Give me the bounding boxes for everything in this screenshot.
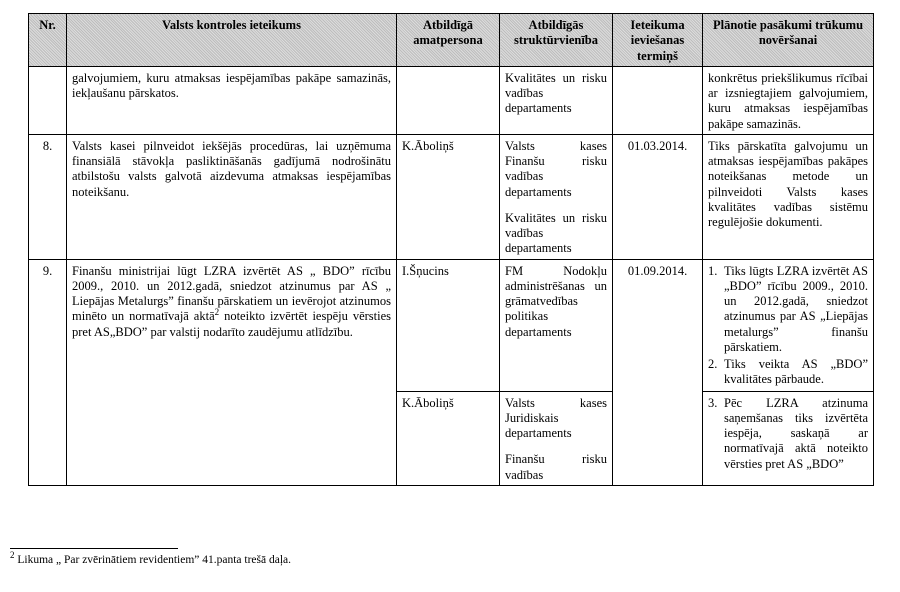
table-body <box>29 66 874 485</box>
list-item <box>708 264 868 356</box>
cell-responsible-unit <box>500 134 613 259</box>
column-header-recommendation: Valsts kontroles ieteikums <box>67 14 397 67</box>
cell-deadline <box>613 66 703 134</box>
cell-deadline: 01.09.2014. <box>613 259 703 485</box>
cell-nr <box>29 66 67 134</box>
cell-planned-actions <box>703 391 874 485</box>
table-row <box>29 259 874 391</box>
cell-planned-actions: konkrētus priekšlikumus rīcībai ar izsniegtajiem galvojumiem, kuru atmaksas iespējamības pakāpe samazinās. <box>703 66 874 134</box>
cell-recommendation: galvojumiem, kuru atmaksas iespējamības pakāpe samazinās, iekļaušanu pārskatos. <box>67 66 397 134</box>
cell-planned-actions: Tiks pārskatīta galvojumu un atmaksas iespējamības pakāpes noteikšanas metode un pilnveidoti Valsts kases kvalitātes vadības sistēmu regulējošie dokumenti. <box>703 134 874 259</box>
column-header-responsible-unit: Atbildīgās struktūrvienība <box>500 14 613 67</box>
column-header-planned-actions: Plānotie pasākumi trūkumu novēršanai <box>703 14 874 67</box>
cell-nr: 8. <box>29 134 67 259</box>
column-header-nr: Nr. <box>29 14 67 67</box>
cell-responsible-person: I.Šņucins <box>397 259 500 391</box>
unit-name: Valsts kases Finanšu risku vadības departaments <box>505 138 607 199</box>
cell-nr: 9. <box>29 259 67 485</box>
cell-responsible-unit: Kvalitātes un risku vadības departaments <box>500 66 613 134</box>
cell-responsible-unit: FM Nodokļu administrēšanas un grāmatvedības politikas departaments <box>500 259 613 391</box>
footnote-divider <box>10 548 178 549</box>
table-header-row <box>29 14 874 67</box>
footnote-body: Likuma „ Par zvērinātiem revidentiem” 41.panta trešā daļa. <box>14 554 292 566</box>
footnote-text <box>10 550 510 567</box>
cell-responsible-person <box>397 66 500 134</box>
table-row <box>29 66 874 134</box>
cell-deadline: 01.03.2014. <box>613 134 703 259</box>
recommendations-table <box>28 13 874 486</box>
unit-name: Kvalitātes un risku vadības departaments <box>505 210 607 256</box>
cell-planned-actions <box>703 259 874 391</box>
table-row <box>29 134 874 259</box>
unit-name: Valsts kases Juridiskais departaments <box>505 395 607 440</box>
cell-responsible-person: K.Āboliņš <box>397 134 500 259</box>
list-item <box>708 357 868 388</box>
list-item-text: Tiks lūgts LZRA izvērtēt AS „BDO” rīcību 2009., 2010. un 2012.gadā, sniedzot atzinumus par AS „Liepājas metalurgs” finanšu pārskatiem. <box>724 263 868 354</box>
recommendation-text-part1: Finanšu ministrijai lūgt LZRA izvērtēt AS „ BDO” rīcību 2009., 2010. un 2012.gadā, sniedzot atzinumus par AS „ Liepājas Metalurgs” finanšu pārskatiem un ievērojot atzinumos minēto un normatīvajā aktā <box>72 263 391 324</box>
list-item <box>708 396 868 472</box>
cell-responsible-unit <box>500 391 613 485</box>
unit-name: Finanšu risku vadības <box>505 452 607 482</box>
recommendation-text-part2: noteikto izvērtēt iespēju vērsties pret AS„BDO” par valstij nodarīto zaudējumu atlīdzību. <box>72 309 391 339</box>
list-item-marker: 2. <box>708 357 718 371</box>
cell-recommendation: Valsts kasei pilnveidot iekšējās procedūras, lai uzņēmuma finansiālā stāvokļa pasliktināšanās gadījumā nodrošinātu atbilstošu valsts galvotā aizdevuma atmaksas iespējamības noteikšanu. <box>67 134 397 259</box>
list-item-marker: 1. <box>708 263 718 278</box>
list-item-text: Pēc LZRA atzinuma saņemšanas tiks izvērtēta iespēja, saskaņā ar normatīvajā aktā noteikto vērsties pret AS „BDO” <box>724 395 868 471</box>
table-header <box>29 14 874 67</box>
cell-responsible-person: K.Āboliņš <box>397 391 500 485</box>
column-header-deadline: Ieteikuma ieviešanas termiņš <box>613 14 703 67</box>
list-item-marker: 3. <box>708 395 718 410</box>
list-item-text: Tiks veikta AS „BDO” kvalitātes pārbaude. <box>724 357 868 387</box>
footnote-marker: 2 <box>10 550 15 561</box>
footnote-area <box>10 548 510 567</box>
planned-actions-list <box>708 264 868 388</box>
footnote-reference: 2 <box>214 307 220 318</box>
planned-actions-list <box>708 396 868 472</box>
cell-recommendation <box>67 259 397 485</box>
column-header-responsible-person: Atbildīgā amatpersona <box>397 14 500 67</box>
